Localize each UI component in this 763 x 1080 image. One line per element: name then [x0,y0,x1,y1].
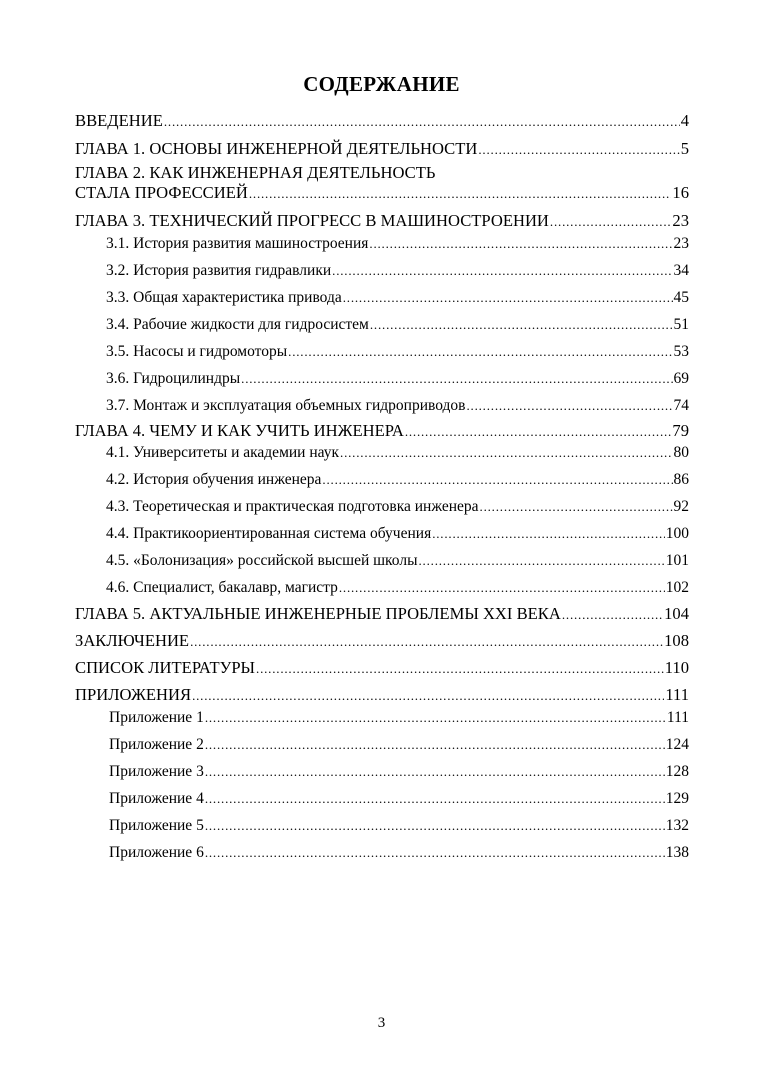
toc-entry-page: 102 [665,579,689,596]
dot-leader [466,396,672,416]
toc-entry-label: 3.4. Рабочие жидкости для гидросистем [106,316,369,333]
toc-entry-label: 3.6. Гидроцилиндры [106,370,241,387]
dot-leader [370,315,673,335]
dot-leader [205,789,665,809]
toc-entry-chapter-3[interactable] [75,211,689,232]
toc-entry-chapter-4[interactable] [75,421,689,442]
dot-leader [332,261,672,281]
toc-entry-appendix-3[interactable] [109,762,689,782]
toc-entry-4-5[interactable] [106,551,689,571]
toc-entry-4-3[interactable] [106,497,689,517]
toc-entry-page: 111 [666,709,689,726]
dot-leader [205,735,665,755]
toc-entry-conclusion[interactable] [75,631,689,652]
toc-entry-label: 3.5. Насосы и гидромоторы [106,343,288,360]
toc-entry-page: 108 [664,631,689,650]
toc-entry-page: 79 [672,421,689,440]
toc-entry-page: 5 [680,139,689,158]
toc-entry-references[interactable] [75,658,689,679]
toc-entry-page: 80 [673,444,689,461]
dot-leader [480,497,673,517]
toc-entry-appendix-5[interactable] [109,816,689,836]
toc-entry-label: 4.3. Теоретическая и практическая подготовка инженера [106,498,479,515]
toc-entry-4-1[interactable] [106,443,689,463]
toc-entry-page: 74 [673,397,689,414]
page-number: 3 [377,1015,386,1031]
toc-entry-page: 16 [672,183,689,202]
toc-entry-page: 101 [665,552,689,569]
toc-entry-label: 4.6. Специалист, бакалавр, магистр [106,579,338,596]
toc-entry-appendix-2[interactable] [109,735,689,755]
dot-leader [550,212,671,232]
dot-leader [343,288,673,308]
toc-entry-label: 3.3. Общая характеристика привода [106,289,342,306]
toc-entry-label: 4.1. Университеты и академии наук [106,444,340,461]
dot-leader [322,470,672,490]
toc-entry-appendix-6[interactable] [109,843,689,863]
toc-entry-page: 51 [673,316,689,333]
dot-leader [288,342,672,362]
toc-entry-page: 124 [665,736,689,753]
toc-entry-appendices[interactable] [75,685,689,706]
toc-entry-label: 4.4. Практикоориентированная система обучения [106,525,432,542]
toc-entry-page: 23 [672,211,689,230]
toc-entry-introduction[interactable] [75,111,689,132]
dot-leader [164,112,680,132]
toc-entry-label: ГЛАВА 4. ЧЕМУ И КАК УЧИТЬ ИНЖЕНЕРА [75,421,404,440]
dot-leader [369,234,672,254]
toc-entry-label: Приложение 3 [109,763,204,780]
dot-leader [256,659,664,679]
toc-entry-3-1[interactable] [106,234,689,254]
toc-entry-label: Приложение 2 [109,736,204,753]
toc-entry-label: ГЛАВА 5. АКТУАЛЬНЫЕ ИНЖЕНЕРНЫЕ ПРОБЛЕМЫ XXI ВЕКА [75,604,561,623]
dot-leader [432,524,665,544]
toc-entry-label: ВВЕДЕНИЕ [75,111,163,130]
toc-entry-page: 53 [673,343,689,360]
toc-entry-3-2[interactable] [106,261,689,281]
dot-leader [419,551,665,571]
toc-entry-chapter-5[interactable] [75,604,689,625]
toc-entry-label: 3.1. История развития машиностроения [106,235,369,252]
toc-entry-page: 34 [673,262,689,279]
toc-entry-label: ЗАКЛЮЧЕНИЕ [75,631,190,650]
toc-entry-label: Приложение 5 [109,817,204,834]
toc-entry-label: ГЛАВА 3. ТЕХНИЧЕСКИЙ ПРОГРЕСС В МАШИНОСТРОЕНИИ [75,211,549,230]
toc-entry-label: СПИСОК ЛИТЕРАТУРЫ [75,658,256,677]
toc-entry-page: 104 [664,604,689,623]
toc-entry-page: 100 [665,525,689,542]
dot-leader [562,605,663,625]
toc-entry-3-5[interactable] [106,342,689,362]
toc-entry-chapter-1[interactable] [75,139,689,160]
dot-leader [205,816,665,836]
toc-entry-4-4[interactable] [106,524,689,544]
dot-leader [190,632,663,652]
toc-entry-appendix-1[interactable] [109,708,689,728]
dot-leader [478,140,679,160]
toc-entry-label: 3.7. Монтаж и эксплуатация объемных гидроприводов [106,397,466,414]
toc-entry-page: 111 [665,685,689,704]
toc-entry-page: 69 [673,370,689,387]
toc-entry-3-7[interactable] [106,396,689,416]
toc-entry-page: 110 [664,658,689,677]
toc-entry-page: 45 [673,289,689,306]
dot-leader [339,578,665,598]
toc-entry-3-6[interactable] [106,369,689,389]
page-title: СОДЕРЖАНИЕ [303,72,460,96]
toc-entry-label: ПРИЛОЖЕНИЯ [75,685,192,704]
toc-entry-label: СТАЛА ПРОФЕССИЕЙ [75,183,248,202]
dot-leader [340,443,672,463]
toc-entry-label: Приложение 6 [109,844,204,861]
toc-entry-page: 128 [665,763,689,780]
dot-leader [241,369,672,389]
toc-entry-4-2[interactable] [106,470,689,490]
toc-entry-page: 23 [673,235,689,252]
toc-entry-page: 92 [673,498,689,515]
toc-entry-page: 129 [665,790,689,807]
toc-entry-label: 3.2. История развития гидравлики [106,262,332,279]
toc-entry-label: Приложение 4 [109,790,204,807]
toc-entry-label: 4.5. «Болонизация» российской высшей школы [106,552,418,569]
toc-entry-3-4[interactable] [106,315,689,335]
dot-leader [192,686,664,706]
toc-entry-chapter-2[interactable] [75,183,689,204]
dot-leader [205,843,665,863]
toc-entry-page: 132 [665,817,689,834]
toc-entry-page: 4 [680,111,689,130]
dot-leader [405,422,672,442]
toc-entry-label: 4.2. История обучения инженера [106,471,322,488]
dot-leader [249,184,672,204]
toc-entry-label: ГЛАВА 1. ОСНОВЫ ИНЖЕНЕРНОЙ ДЕЯТЕЛЬНОСТИ [75,139,478,158]
toc-entry-appendix-4[interactable] [109,789,689,809]
dot-leader [205,708,666,728]
toc-entry-page: 86 [673,471,689,488]
toc-entry-label: Приложение 1 [109,709,204,726]
toc-entry-3-3[interactable] [106,288,689,308]
toc-entry-4-6[interactable] [106,578,689,598]
dot-leader [205,762,665,782]
toc-entry-chapter-2-line1[interactable]: ГЛАВА 2. КАК ИНЖЕНЕРНАЯ ДЕЯТЕЛЬНОСТЬ [75,163,436,182]
toc-entry-page: 138 [665,844,689,861]
